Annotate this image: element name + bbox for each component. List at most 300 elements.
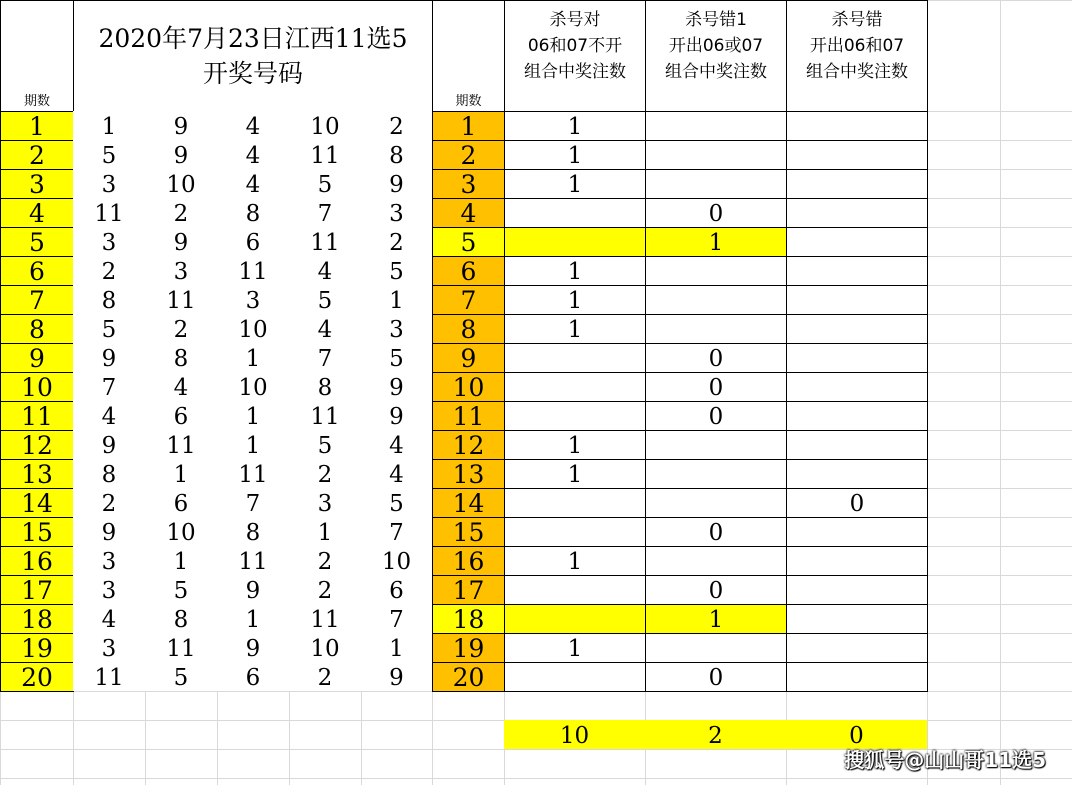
drawn-number-cell[interactable] — [73, 488, 145, 517]
result-cell[interactable] — [504, 256, 646, 286]
result-cell[interactable] — [504, 430, 646, 460]
drawn-number-cell[interactable] — [73, 372, 145, 401]
result-cell[interactable] — [504, 604, 646, 634]
drawn-number-cell[interactable] — [145, 198, 217, 227]
result-cell[interactable] — [645, 343, 787, 373]
period-number: 3 — [29, 170, 45, 199]
period-cell[interactable] — [0, 314, 74, 344]
drawn-number: 5 — [101, 143, 117, 169]
drawn-number-cell[interactable] — [289, 633, 361, 662]
period-number-2: 4 — [460, 199, 477, 228]
drawn-number-cell[interactable] — [289, 459, 361, 488]
drawn-number-cell[interactable] — [361, 314, 432, 343]
period-cell-2[interactable] — [432, 285, 505, 315]
period-cell-2[interactable] — [432, 517, 505, 547]
period-cell-2[interactable] — [432, 227, 505, 257]
drawn-number-cell[interactable] — [145, 430, 217, 459]
period-number: 6 — [29, 257, 45, 286]
drawn-number: 9 — [245, 578, 261, 604]
period-cell[interactable] — [0, 256, 74, 286]
result-cell[interactable] — [645, 546, 787, 576]
period-cell[interactable] — [0, 227, 74, 257]
drawn-number: 1 — [245, 433, 261, 459]
result-header-line: 开出06和07 — [809, 36, 905, 56]
result-cell[interactable] — [786, 459, 928, 489]
period-cell[interactable] — [0, 459, 74, 489]
result-cell[interactable] — [786, 633, 928, 663]
drawn-number: 7 — [389, 607, 404, 633]
drawn-number-cell[interactable] — [217, 662, 289, 691]
drawn-number-cell[interactable] — [217, 546, 289, 575]
result-value: 1 — [708, 230, 724, 256]
drawn-number: 2 — [173, 317, 189, 343]
result-value: 1 — [567, 462, 583, 488]
drawn-number: 2 — [317, 549, 333, 575]
drawn-number: 3 — [101, 172, 117, 198]
drawn-number: 5 — [389, 346, 404, 372]
result-value: 1 — [708, 607, 724, 633]
result-cell[interactable] — [645, 169, 787, 199]
drawn-number-cell[interactable] — [361, 401, 432, 430]
period-cell[interactable] — [0, 140, 74, 170]
period-cell-2[interactable] — [432, 459, 505, 489]
drawn-number-cell[interactable] — [145, 256, 217, 285]
result-cell[interactable] — [645, 662, 787, 692]
period-cell-2[interactable] — [432, 140, 505, 170]
drawn-number: 7 — [101, 375, 117, 401]
result-cell[interactable] — [786, 430, 928, 460]
drawn-number: 7 — [389, 520, 404, 546]
drawn-number-cell[interactable] — [73, 662, 145, 691]
drawn-number-cell[interactable] — [289, 517, 361, 546]
drawn-number-cell[interactable] — [73, 227, 145, 256]
drawn-number-cell[interactable] — [73, 459, 145, 488]
period-number: 7 — [29, 286, 45, 315]
drawn-number-cell[interactable] — [145, 227, 217, 256]
drawn-number-cell[interactable] — [145, 314, 217, 343]
drawn-number-cell[interactable] — [289, 198, 361, 227]
drawn-number: 11 — [238, 259, 268, 285]
result-value: 1 — [567, 143, 583, 169]
drawn-number-cell[interactable] — [145, 459, 217, 488]
watermark: 搜狐号@山山哥11选5 — [844, 748, 1046, 772]
result-value: 1 — [567, 288, 583, 314]
drawn-number-cell[interactable] — [145, 169, 217, 198]
drawn-number-cell[interactable] — [289, 140, 361, 169]
drawn-number-cell[interactable] — [217, 111, 289, 140]
drawn-number-cell[interactable] — [361, 575, 432, 604]
result-header-line: 杀号对 — [549, 10, 601, 30]
drawn-number-cell[interactable] — [217, 314, 289, 343]
result-cell[interactable] — [645, 633, 787, 663]
drawn-number: 5 — [173, 665, 189, 691]
result-value: 1 — [567, 317, 583, 343]
drawn-number-cell[interactable] — [361, 662, 432, 691]
result-cell[interactable] — [504, 111, 646, 141]
drawn-number: 5 — [317, 172, 333, 198]
period-number-2: 19 — [452, 634, 485, 663]
drawn-number: 4 — [173, 375, 189, 401]
drawn-number-cell[interactable] — [73, 430, 145, 459]
drawn-number-cell[interactable] — [289, 314, 361, 343]
drawn-number: 3 — [389, 317, 404, 343]
drawn-number: 6 — [173, 404, 189, 430]
drawn-number: 3 — [389, 201, 404, 227]
drawn-number: 11 — [310, 404, 340, 430]
result-cell[interactable] — [786, 169, 928, 199]
drawn-number-cell[interactable] — [145, 517, 217, 546]
drawn-number-cell[interactable] — [361, 488, 432, 517]
drawn-number: 5 — [389, 259, 404, 285]
drawn-number-cell[interactable] — [361, 227, 432, 256]
result-header-1[interactable] — [504, 0, 646, 112]
total-cell[interactable] — [504, 720, 645, 749]
drawn-number-cell[interactable] — [73, 198, 145, 227]
drawn-number-cell[interactable] — [217, 372, 289, 401]
drawn-number: 8 — [101, 288, 117, 314]
period-cell-2[interactable] — [432, 488, 505, 518]
result-cell[interactable] — [786, 314, 928, 344]
period-number-2: 10 — [452, 373, 485, 402]
result-value: 0 — [708, 520, 724, 546]
period-number-2: 16 — [452, 547, 485, 576]
drawn-number: 11 — [166, 433, 196, 459]
result-cell[interactable] — [645, 256, 787, 286]
period-cell[interactable] — [0, 372, 74, 402]
drawn-number-cell[interactable] — [217, 517, 289, 546]
drawn-number-cell[interactable] — [73, 604, 145, 633]
drawn-number-cell[interactable] — [145, 401, 217, 430]
drawn-number-cell[interactable] — [145, 140, 217, 169]
result-cell[interactable] — [786, 343, 928, 373]
drawn-number-cell[interactable] — [217, 459, 289, 488]
result-cell[interactable] — [645, 111, 787, 141]
result-header-line: 组合中奖注数 — [806, 62, 908, 82]
result-cell[interactable] — [645, 430, 787, 460]
drawn-number: 9 — [101, 346, 117, 372]
result-cell[interactable] — [786, 662, 928, 692]
drawn-number: 5 — [317, 288, 333, 314]
drawn-number-cell[interactable] — [289, 546, 361, 575]
drawn-number-cell[interactable] — [361, 604, 432, 633]
total-value: 10 — [559, 723, 590, 749]
period-number: 10 — [21, 373, 53, 402]
drawn-number-cell[interactable] — [73, 575, 145, 604]
drawn-number: 3 — [173, 259, 189, 285]
result-value: 1 — [567, 172, 583, 198]
drawn-number: 11 — [166, 288, 196, 314]
result-cell[interactable] — [786, 198, 928, 228]
drawn-number-cell[interactable] — [217, 633, 289, 662]
drawn-number-cell[interactable] — [217, 256, 289, 285]
drawn-number-cell[interactable] — [73, 546, 145, 575]
total-cell[interactable] — [645, 720, 786, 749]
period-cell-2[interactable] — [432, 662, 505, 692]
result-cell[interactable] — [786, 111, 928, 141]
result-cell[interactable] — [504, 140, 646, 170]
drawn-number: 1 — [245, 607, 261, 633]
period-number-2: 7 — [460, 286, 477, 315]
result-cell[interactable] — [786, 256, 928, 286]
drawn-number-cell[interactable] — [289, 575, 361, 604]
period-cell-2[interactable] — [432, 111, 505, 141]
drawn-number-cell[interactable] — [289, 169, 361, 198]
drawn-number-cell[interactable] — [361, 198, 432, 227]
result-cell[interactable] — [504, 343, 646, 373]
drawn-number-cell[interactable] — [289, 256, 361, 285]
drawn-number-cell[interactable] — [145, 285, 217, 314]
period-cell-2[interactable] — [432, 430, 505, 460]
period-cell[interactable] — [0, 662, 74, 692]
drawn-number-cell[interactable] — [361, 430, 432, 459]
drawn-number: 8 — [101, 462, 117, 488]
drawn-number: 4 — [101, 404, 117, 430]
drawn-number-cell[interactable] — [361, 169, 432, 198]
period-cell-2[interactable] — [432, 546, 505, 576]
drawn-number-cell[interactable] — [145, 662, 217, 691]
drawn-number: 10 — [166, 520, 196, 546]
period-number-2: 2 — [460, 141, 477, 170]
drawn-number-cell[interactable] — [361, 546, 432, 575]
result-header-3[interactable] — [786, 0, 928, 112]
result-header-line: 组合中奖注数 — [524, 62, 626, 82]
drawn-number-cell[interactable] — [361, 343, 432, 372]
drawn-number-cell[interactable] — [217, 343, 289, 372]
result-cell[interactable] — [504, 314, 646, 344]
drawn-number: 2 — [317, 462, 333, 488]
result-cell[interactable] — [645, 372, 787, 402]
drawn-number-cell[interactable] — [361, 517, 432, 546]
drawn-number-cell[interactable] — [217, 169, 289, 198]
drawn-number-cell[interactable] — [289, 285, 361, 314]
drawn-number: 3 — [101, 230, 117, 256]
drawn-number-cell[interactable] — [217, 604, 289, 633]
drawn-number-cell[interactable] — [361, 372, 432, 401]
result-cell[interactable] — [645, 285, 787, 315]
result-cell[interactable] — [645, 401, 787, 431]
result-cell[interactable] — [786, 140, 928, 170]
result-value: 0 — [849, 491, 865, 517]
drawn-number: 1 — [173, 549, 189, 575]
result-cell[interactable] — [504, 372, 646, 402]
drawn-number-cell[interactable] — [289, 430, 361, 459]
drawn-number-cell[interactable] — [217, 401, 289, 430]
period-cell-2[interactable] — [432, 198, 505, 228]
drawn-number-cell[interactable] — [217, 227, 289, 256]
period-cell-2[interactable] — [432, 575, 505, 605]
period-number-2: 14 — [452, 489, 485, 518]
drawn-number-cell[interactable] — [73, 343, 145, 372]
drawn-number: 10 — [238, 375, 268, 401]
period-cell[interactable] — [0, 517, 74, 547]
result-cell[interactable] — [786, 604, 928, 634]
drawn-number-cell[interactable] — [217, 198, 289, 227]
drawn-number-cell[interactable] — [361, 285, 432, 314]
result-cell[interactable] — [645, 140, 787, 170]
result-cell[interactable] — [645, 575, 787, 605]
result-cell[interactable] — [504, 633, 646, 663]
result-value: 0 — [708, 578, 724, 604]
result-cell[interactable] — [504, 662, 646, 692]
drawn-number: 11 — [166, 636, 196, 662]
result-cell[interactable] — [504, 169, 646, 199]
period-header[interactable] — [0, 0, 74, 112]
result-cell[interactable] — [786, 517, 928, 547]
drawn-number-cell[interactable] — [289, 488, 361, 517]
result-value: 0 — [708, 375, 724, 401]
result-cell[interactable] — [504, 198, 646, 228]
drawn-number-cell[interactable] — [145, 343, 217, 372]
drawn-number-cell[interactable] — [361, 140, 432, 169]
drawn-number-cell[interactable] — [217, 285, 289, 314]
drawn-number-cell[interactable] — [73, 517, 145, 546]
period-cell[interactable] — [0, 343, 74, 373]
period-number: 9 — [29, 344, 45, 373]
drawn-number: 9 — [389, 172, 404, 198]
result-cell[interactable] — [504, 488, 646, 518]
result-cell[interactable] — [645, 314, 787, 344]
result-value: 0 — [708, 346, 724, 372]
period-number: 5 — [29, 228, 45, 257]
result-cell[interactable] — [786, 546, 928, 576]
period-number: 15 — [21, 518, 53, 547]
result-header-2[interactable] — [645, 0, 787, 112]
period-cell[interactable] — [0, 198, 74, 228]
period-cell-2[interactable] — [432, 401, 505, 431]
period-cell[interactable] — [0, 575, 74, 605]
result-cell[interactable] — [786, 488, 928, 518]
period-cell-2[interactable] — [432, 372, 505, 402]
period-number: 17 — [21, 576, 53, 605]
period-cell-2[interactable] — [432, 604, 505, 634]
drawn-number: 3 — [101, 578, 117, 604]
drawn-number-cell[interactable] — [361, 111, 432, 140]
drawn-number-cell[interactable] — [289, 604, 361, 633]
period-cell[interactable] — [0, 401, 74, 431]
period-cell[interactable] — [0, 633, 74, 663]
drawn-number: 10 — [381, 549, 412, 575]
drawn-number-cell[interactable] — [289, 343, 361, 372]
period-header-2[interactable] — [432, 0, 505, 112]
drawn-number: 11 — [238, 462, 268, 488]
drawn-number: 8 — [317, 375, 333, 401]
drawn-number: 1 — [173, 462, 189, 488]
result-value: 1 — [567, 259, 583, 285]
period-number-2: 20 — [452, 663, 485, 692]
drawn-number-cell[interactable] — [217, 488, 289, 517]
drawn-number-cell[interactable] — [73, 256, 145, 285]
result-cell[interactable] — [504, 575, 646, 605]
result-cell[interactable] — [645, 488, 787, 518]
period-cell-2[interactable] — [432, 256, 505, 286]
drawn-number-cell[interactable] — [289, 372, 361, 401]
drawn-number-cell[interactable] — [217, 140, 289, 169]
result-header-line: 开出06或07 — [668, 36, 764, 56]
period-cell-2[interactable] — [432, 633, 505, 663]
drawn-number: 9 — [173, 230, 189, 256]
period-cell[interactable] — [0, 285, 74, 315]
result-cell[interactable] — [645, 517, 787, 547]
drawn-number-cell[interactable] — [73, 285, 145, 314]
period-number-2: 5 — [460, 228, 477, 257]
drawn-number-cell[interactable] — [289, 401, 361, 430]
drawn-number-cell[interactable] — [145, 488, 217, 517]
drawn-number-cell[interactable] — [145, 372, 217, 401]
period-cell-2[interactable] — [432, 314, 505, 344]
drawn-number-cell[interactable] — [217, 575, 289, 604]
drawn-number-cell[interactable] — [145, 575, 217, 604]
period-cell[interactable] — [0, 111, 74, 141]
period-cell[interactable] — [0, 488, 74, 518]
drawn-number-cell[interactable] — [289, 227, 361, 256]
period-number: 2 — [29, 141, 45, 170]
drawn-number-cell[interactable] — [217, 430, 289, 459]
drawn-number: 1 — [389, 636, 404, 662]
result-cell[interactable] — [645, 227, 787, 257]
drawn-number-cell[interactable] — [73, 314, 145, 343]
drawn-number-cell[interactable] — [145, 633, 217, 662]
drawn-number: 5 — [317, 433, 333, 459]
result-cell[interactable] — [645, 198, 787, 228]
period-number-2: 18 — [452, 605, 485, 634]
result-cell[interactable] — [504, 517, 646, 547]
drawn-number-cell[interactable] — [289, 111, 361, 140]
drawn-number: 8 — [173, 607, 189, 633]
drawn-number-cell[interactable] — [73, 169, 145, 198]
result-cell[interactable] — [786, 285, 928, 315]
drawn-number: 2 — [317, 665, 333, 691]
grid-line-vertical — [1000, 0, 1001, 785]
drawn-number-cell[interactable] — [361, 256, 432, 285]
result-cell[interactable] — [786, 401, 928, 431]
drawn-number: 3 — [101, 549, 117, 575]
drawn-number-cell[interactable] — [145, 604, 217, 633]
result-cell[interactable] — [786, 227, 928, 257]
result-cell[interactable] — [786, 575, 928, 605]
period-cell-2[interactable] — [432, 169, 505, 199]
period-number: 14 — [21, 489, 53, 518]
drawn-number-cell[interactable] — [361, 459, 432, 488]
result-cell[interactable] — [786, 372, 928, 402]
period-cell[interactable] — [0, 430, 74, 460]
result-cell[interactable] — [645, 604, 787, 634]
period-cell[interactable] — [0, 546, 74, 576]
period-number-2: 12 — [452, 431, 485, 460]
drawn-number-cell[interactable] — [73, 401, 145, 430]
result-cell[interactable] — [645, 459, 787, 489]
drawn-number: 9 — [389, 404, 404, 430]
drawn-number-cell[interactable] — [289, 662, 361, 691]
drawn-number-cell[interactable] — [145, 111, 217, 140]
result-cell[interactable] — [504, 459, 646, 489]
result-cell[interactable] — [504, 401, 646, 431]
period-cell[interactable] — [0, 169, 74, 199]
result-cell[interactable] — [504, 227, 646, 257]
result-value: 1 — [567, 114, 583, 140]
result-cell[interactable] — [504, 285, 646, 315]
drawn-number-cell[interactable] — [73, 111, 145, 140]
drawn-number-cell[interactable] — [361, 633, 432, 662]
period-cell-2[interactable] — [432, 343, 505, 373]
drawn-number: 4 — [245, 172, 261, 198]
drawn-number-cell[interactable] — [73, 140, 145, 169]
drawn-number-cell[interactable] — [145, 546, 217, 575]
period-cell[interactable] — [0, 604, 74, 634]
drawn-number: 4 — [101, 607, 117, 633]
drawn-number: 10 — [166, 172, 196, 198]
result-cell[interactable] — [504, 546, 646, 576]
drawn-number-cell[interactable] — [73, 633, 145, 662]
